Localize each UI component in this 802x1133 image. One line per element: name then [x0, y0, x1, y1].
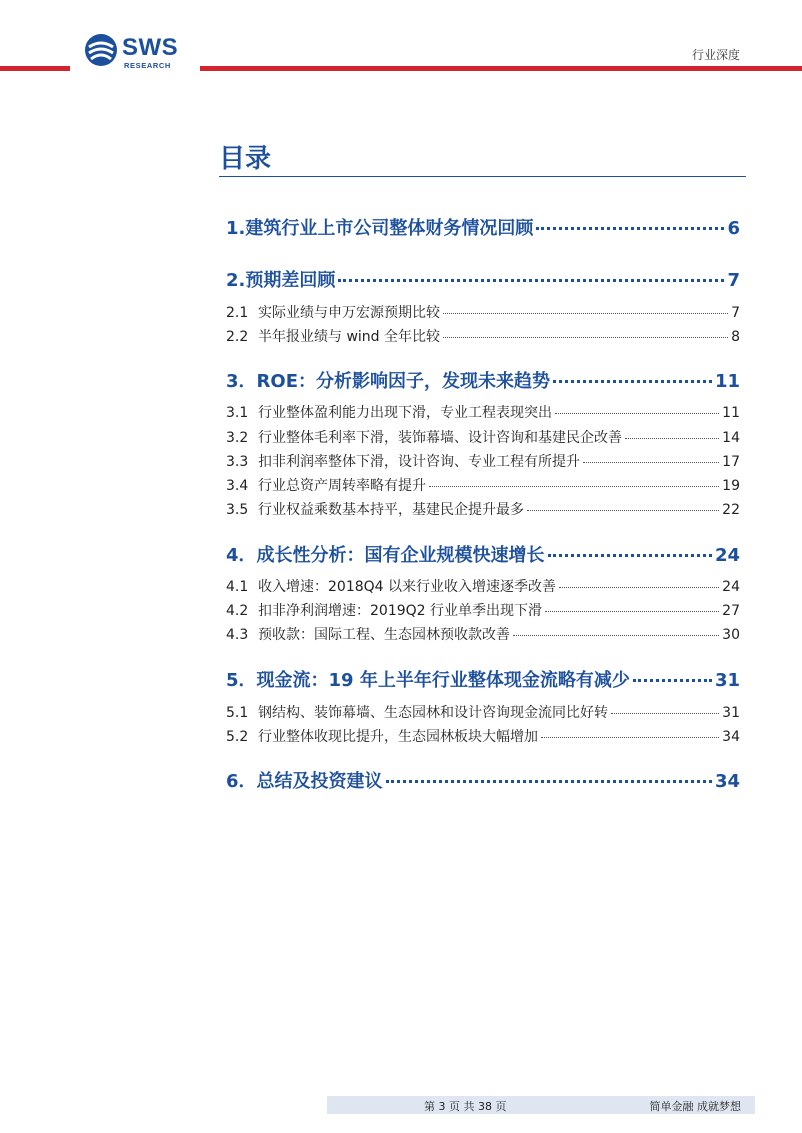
toc-entry-3-3[interactable]: [226, 451, 740, 471]
toc-entry-number: 5.2: [226, 729, 249, 745]
toc-entry-page: 30: [722, 627, 740, 643]
footer-slogan: 简单金融 成就梦想: [649, 1100, 741, 1113]
toc-entry-number: 2.1: [226, 305, 249, 321]
toc-entry-text: 现金流：19 年上半年行业整体现金流略有减少: [256, 670, 630, 691]
toc-entry-page: 14: [722, 430, 740, 446]
toc-entry-number: 6．: [226, 771, 257, 792]
toc-entry-text: 行业整体毛利率下滑，装饰幕墙、设计咨询和基建民企改善: [258, 430, 622, 446]
toc-title: 目录: [219, 144, 272, 174]
toc-entry-number: 2.: [226, 270, 246, 291]
toc-entry-5-2[interactable]: [226, 726, 740, 746]
toc-entry-number: 5.1: [226, 705, 249, 721]
toc-entry-number: 1.: [226, 218, 246, 239]
toc-entry-number: 4．: [226, 545, 257, 566]
toc-entry-4-1[interactable]: [226, 576, 740, 596]
toc-entry-page: 6: [727, 218, 740, 239]
toc-entry-text: 行业整体盈利能力出现下滑，专业工程表现突出: [258, 405, 552, 421]
section-label: 行业深度: [691, 48, 740, 62]
toc-entry-text: 总结及投资建议: [256, 771, 383, 792]
dot-leader: [611, 713, 719, 714]
sws-logo-icon: [84, 33, 118, 67]
toc-entry-text: 行业总资产周转率略有提升: [258, 478, 426, 494]
dot-leader: [559, 587, 719, 588]
toc-entry-number: 4.1: [226, 579, 249, 595]
dot-leader: [541, 737, 719, 738]
toc-entry-5-1[interactable]: [226, 702, 740, 722]
dot-leader: [536, 227, 724, 230]
page-number: 第 3 页 共 38 页: [424, 1100, 507, 1113]
toc-entry-page: 11: [722, 405, 740, 421]
toc-entry-page: 24: [722, 579, 740, 595]
header-rule-left: [0, 66, 70, 71]
dot-leader: [527, 510, 719, 511]
toc-entry-text: 行业整体收现比提升，生态园林板块大幅增加: [258, 729, 538, 745]
toc-entry-2[interactable]: [226, 266, 740, 292]
toc-entry-number: 5．: [226, 670, 257, 691]
page-footer: [327, 1096, 755, 1114]
toc-entry-4[interactable]: [226, 541, 740, 567]
toc-entry-text: 建筑行业上市公司整体财务情况回顾: [245, 218, 534, 239]
toc-entry-page: 27: [722, 603, 740, 619]
toc-entry-text: 实际业绩与申万宏源预期比较: [258, 305, 440, 321]
toc-entry-3-4[interactable]: [226, 475, 740, 495]
toc-entry-page: 7: [727, 270, 740, 291]
toc-entry-text: 预期差回顾: [245, 270, 336, 291]
toc-entry-4-3[interactable]: [226, 624, 740, 644]
toc-entry-text: 钢结构、装饰幕墙、生态园林和设计咨询现金流同比好转: [258, 705, 608, 721]
toc-entry-4-2[interactable]: [226, 600, 740, 620]
dot-leader: [443, 313, 728, 314]
toc-entry-number: 4.2: [226, 603, 249, 619]
title-divider: [219, 176, 746, 177]
dot-leader: [583, 462, 719, 463]
toc-entry-text: 成长性分析：国有企业规模快速增长: [256, 545, 545, 566]
toc-entry-number: 3．: [226, 371, 257, 392]
dot-leader: [633, 679, 712, 682]
toc-entry-number: 3.3: [226, 454, 249, 470]
logo-wordmark: SWS: [122, 34, 179, 61]
dot-leader: [338, 279, 724, 282]
toc-entry-page: 34: [714, 771, 740, 792]
toc-entry-text: 半年报业绩与 wind 全年比较: [258, 329, 440, 345]
dot-leader: [513, 635, 719, 636]
toc-entry-2-1[interactable]: [226, 302, 740, 322]
toc-entry-number: 3.2: [226, 430, 249, 446]
dot-leader: [545, 611, 719, 612]
toc-entry-page: 31: [714, 670, 740, 691]
toc-entry-number: 3.1: [226, 405, 249, 421]
toc-entry-page: 11: [714, 371, 740, 392]
toc-entry-text: 扣非净利润增速：2019Q2 行业单季出现下滑: [258, 603, 543, 619]
toc-entry-page: 22: [722, 502, 740, 518]
toc-entry-5[interactable]: [226, 666, 740, 692]
toc-entry-number: 3.5: [226, 502, 249, 518]
dot-leader: [553, 380, 712, 383]
dot-leader: [386, 780, 712, 783]
toc-entry-text: 收入增速：2018Q4 以来行业收入增速逐季改善: [258, 579, 557, 595]
toc-entry-3[interactable]: [226, 367, 740, 393]
toc-entry-number: 2.2: [226, 329, 249, 345]
dot-leader: [555, 413, 719, 414]
toc-entry-page: 19: [722, 478, 740, 494]
toc-entry-page: 24: [714, 545, 740, 566]
toc-entry-text: ROE：分析影响因子，发现未来趋势: [256, 371, 550, 392]
header-rule-right: [200, 66, 802, 71]
toc-entry-3-5[interactable]: [226, 499, 740, 519]
sws-logo: [70, 26, 200, 76]
toc-entry-text: 行业权益乘数基本持平，基建民企提升最多: [258, 502, 524, 518]
toc-entry-page: 31: [722, 705, 740, 721]
dot-leader: [429, 486, 719, 487]
toc-entry-number: 4.3: [226, 627, 249, 643]
toc-entry-page: 7: [731, 305, 740, 321]
toc-entry-page: 8: [731, 329, 740, 345]
toc-entry-text: 预收款：国际工程、生态园林预收款改善: [258, 627, 510, 643]
dot-leader: [443, 337, 728, 338]
toc-entry-3-2[interactable]: [226, 427, 740, 447]
logo-subtitle: RESEARCH: [124, 61, 171, 70]
toc-entry-page: 34: [722, 729, 740, 745]
toc-entry-page: 17: [722, 454, 740, 470]
toc-entry-text: 扣非利润率整体下滑，设计咨询、专业工程有所提升: [258, 454, 580, 470]
toc-entry-2-2[interactable]: [226, 326, 740, 346]
toc-entry-1[interactable]: [226, 214, 740, 240]
toc-entry-3-1[interactable]: [226, 402, 740, 422]
toc-entry-6[interactable]: [226, 767, 740, 793]
dot-leader: [548, 554, 712, 557]
dot-leader: [625, 438, 719, 439]
toc-entry-number: 3.4: [226, 478, 249, 494]
